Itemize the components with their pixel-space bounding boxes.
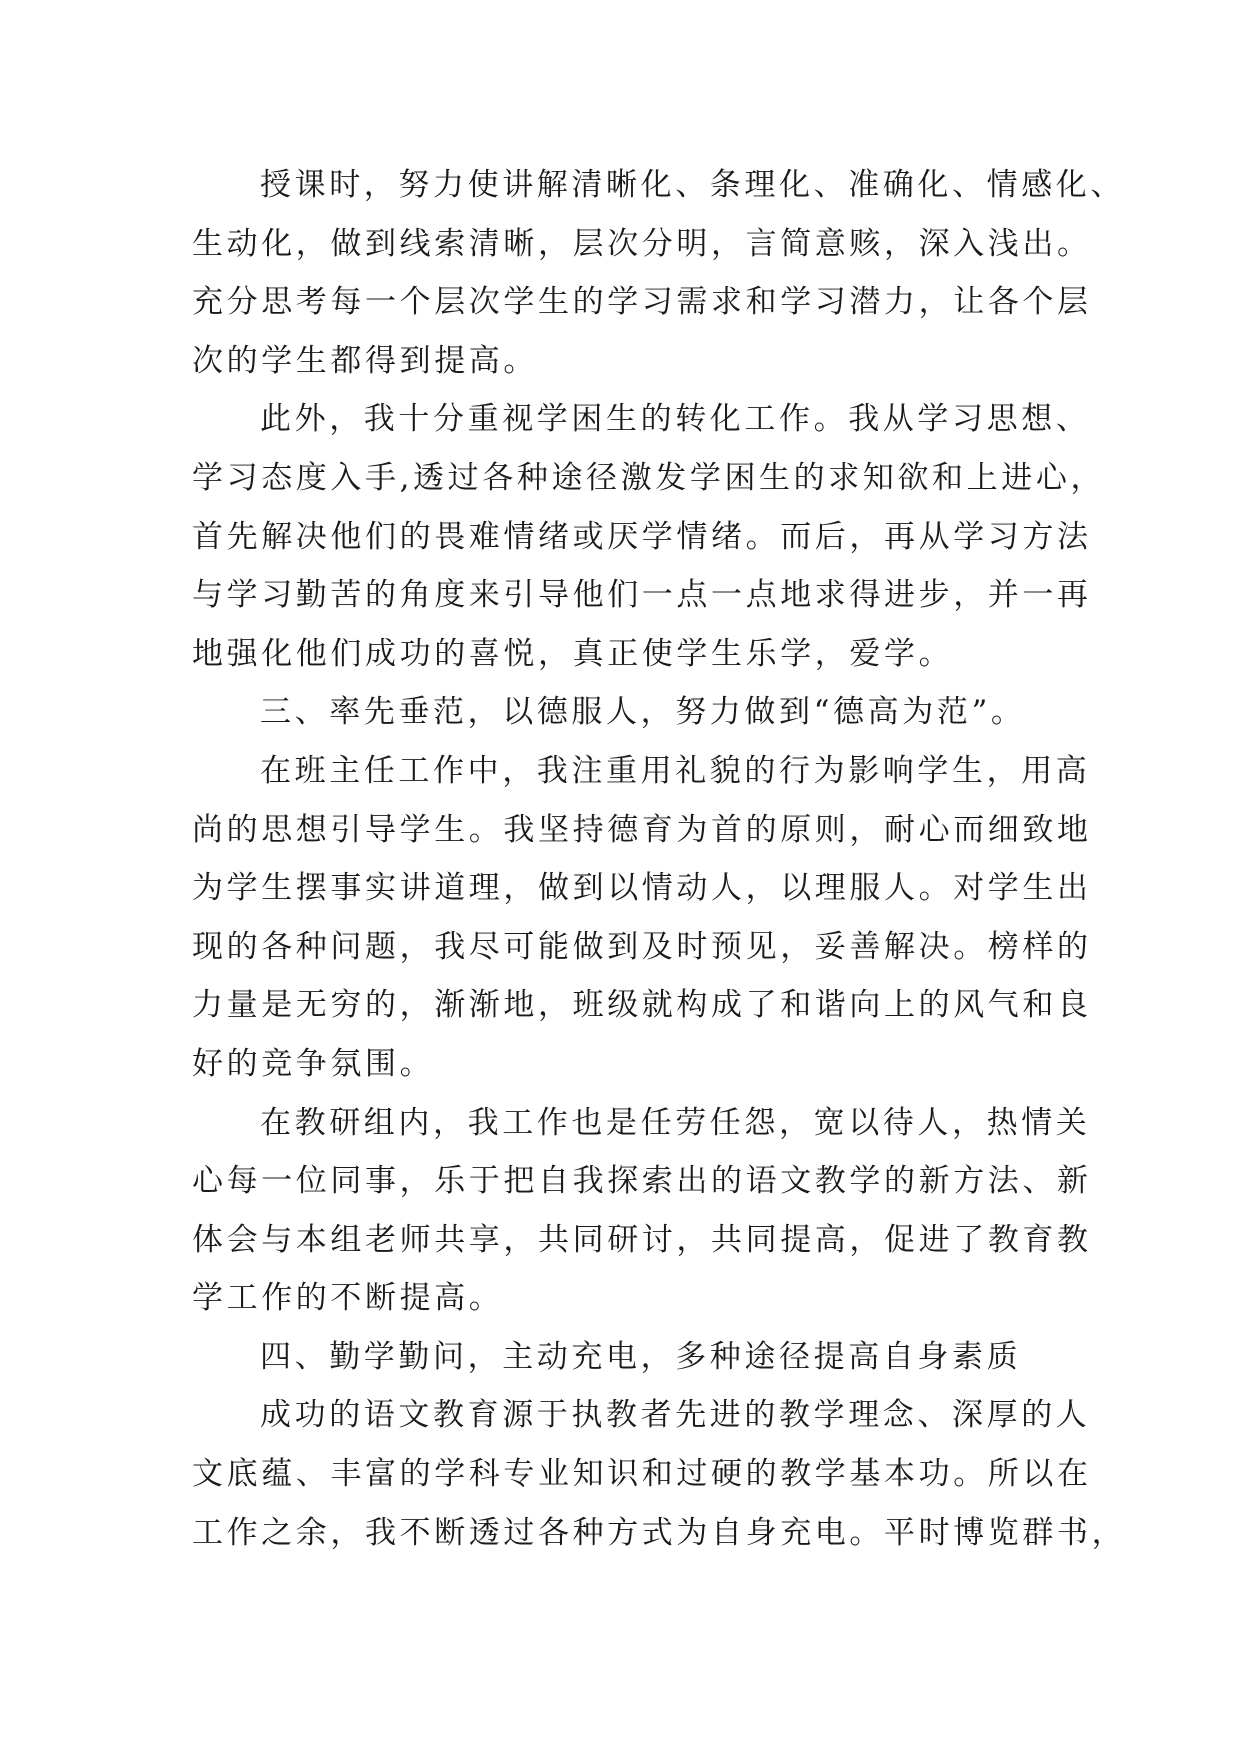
- text-line: 文底蕴、丰富的学科专业知识和过硬的教学基本功。所以在: [192, 1456, 1092, 1493]
- text-line: 为学生摆事实讲道理，做到以情动人，以理服人。对学生出: [192, 870, 1092, 907]
- section-heading: 四、勤学勤问，主动充电，多种途径提高自身素质: [260, 1338, 1022, 1375]
- text-line: 首先解决他们的畏难情绪或厌学情绪。而后，再从学习方法: [192, 518, 1092, 555]
- text-line: 体会与本组老师共享，共同研讨，共同提高，促进了教育教: [192, 1221, 1092, 1258]
- text-line: 授课时，努力使讲解清晰化、条理化、准确化、情感化、: [260, 167, 1125, 203]
- text-line: 充分思考每一个层次学生的学习需求和学习潜力，让各个层: [192, 284, 1092, 321]
- text-line: 学工作的不断提高。: [192, 1280, 504, 1317]
- text-line: 现的各种问题，我尽可能做到及时预见，妥善解决。榜样的: [192, 928, 1092, 965]
- text-line: 在班主任工作中，我注重用礼貌的行为影响学生，用高: [260, 752, 1091, 789]
- document-body: [192, 156, 1127, 1562]
- text-line: 成功的语文教育源于执教者先进的教学理念、深厚的人: [260, 1397, 1091, 1434]
- text-line: 尚的思想引导学生。我坚持德育为首的原则，耐心而细致地: [192, 811, 1092, 848]
- text-line: 此外，我十分重视学困生的转化工作。我从学习思想、: [260, 401, 1091, 438]
- text-line: 学习态度入手,透过各种途径激发学困生的求知欲和上进心，: [192, 459, 1106, 496]
- text-line: 生动化，做到线索清晰，层次分明，言简意赅，深入浅出。: [192, 225, 1092, 262]
- text-line: 次的学生都得到提高。: [192, 342, 538, 379]
- text-line: 好的竞争氛围。: [192, 1045, 435, 1082]
- text-line: 在教研组内，我工作也是任劳任怨，宽以待人，热情关: [260, 1104, 1091, 1141]
- text-line: 力量是无穷的，渐渐地，班级就构成了和谐向上的风气和良: [192, 987, 1092, 1024]
- section-heading: 三、率先垂范，以德服人，努力做到“德高为范”。: [260, 694, 1026, 731]
- text-line: 地强化他们成功的喜悦，真正使学生乐学，爱学。: [192, 635, 954, 672]
- text-line: 心每一位同事，乐于把自我探索出的语文教学的新方法、新: [192, 1163, 1092, 1200]
- text-line: 与学习勤苦的角度来引导他们一点一点地求得进步，并一再: [192, 577, 1092, 614]
- text-line: 工作之余，我不断透过各种方式为自身充电。平时博览群书，: [192, 1514, 1127, 1551]
